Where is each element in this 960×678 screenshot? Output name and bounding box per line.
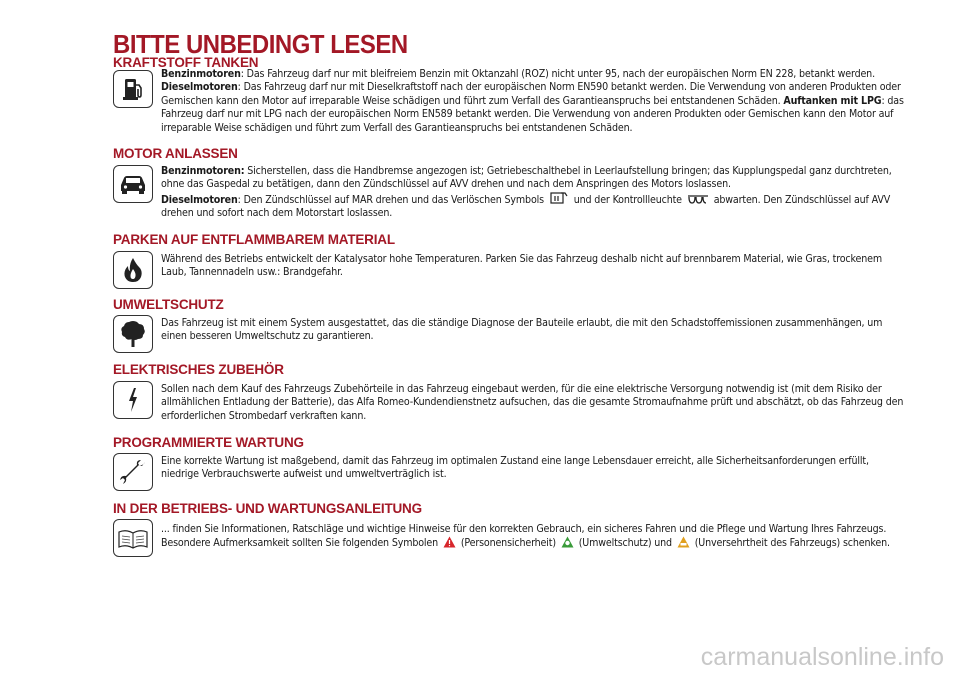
heading-engine: MOTOR ANLASSEN bbox=[113, 146, 238, 161]
engine-petrol-text: Sicherstellen, dass die Handbremse angezogen ist; Getriebeschalthebel in Leerlaufstellung bringen; das Kupplungspedal ganz durchtreten, ohne das Gaspedal zu betätigen, dann den Zündschlüssel auf AVV drehen und nach dem Anspringen des Motors loslassen. bbox=[161, 165, 892, 191]
heading-electrical: ELEKTRISCHES ZUBEHÖR bbox=[113, 362, 284, 377]
heading-fuel: KRAFTSTOFF TANKEN bbox=[113, 55, 259, 70]
heading-maintenance: PROGRAMMIERTE WARTUNG bbox=[113, 435, 304, 450]
environment-text: Das Fahrzeug ist mit einem System ausgestattet, das die ständige Diagnose der Bauteile erlaubt, die mit den Schadstoffemissionen zusammenhängen, um einen besseren Umweltschutz zu garantieren. bbox=[161, 317, 883, 343]
lightning-icon bbox=[113, 381, 153, 419]
engine-text bbox=[161, 165, 906, 221]
glow-plug-icon bbox=[687, 194, 709, 205]
fuel-lpg-text: : das Fahrzeug darf nur mit LPG nach der europäischen Norm EN589 betankt werden. Die Verwendung von anderen Produkten oder Gemischen kann den Motor auf irreparable Weise schädigen und führt zum Verfall des Garantieanspruchs bei entstandenen Schäden. bbox=[161, 94, 904, 134]
warning-vehicle-icon bbox=[677, 536, 690, 548]
heading-environment: UMWELTSCHUTZ bbox=[113, 297, 224, 312]
electrical-text: Sollen nach dem Kauf des Fahrzeugs Zubehörteile in das Fahrzeug eingebaut werden, für die eine elektrische Versorgung notwendig ist (mit dem Risiko der allmählichen Entladung der Batterie), das Alfa Romeo-Kundendienstnetz aufsuchen, das die gesamte Stromaufnahme prüft und abschätzt, ob das Fahrzeug den erforderlichen Strombedarf verkraften kann. bbox=[161, 383, 904, 422]
heading-parking: PARKEN AUF ENTFLAMMBAREM MATERIAL bbox=[113, 232, 395, 247]
fuel-petrol-label: Benzinmotoren bbox=[161, 68, 241, 80]
fuel-text bbox=[161, 68, 906, 135]
engine-diesel-text-1: : Den Zündschlüssel auf MAR drehen und das Verlöschen Symbols bbox=[237, 193, 544, 206]
fuel-pump-icon bbox=[113, 70, 153, 108]
heading-manual: IN DER BETRIEBS- UND WARTUNGSANLEITUNG bbox=[113, 501, 422, 516]
parking-text: Während des Betriebs entwickelt der Katalysator hohe Temperaturen. Parken Sie das Fahrzeug deshalb nicht auf brennbarem Material, wie Gras, trockenem Laub, Tannennadeln usw.: Brandgefahr. bbox=[161, 253, 882, 279]
page-title: BITTE UNBEDINGT LESEN bbox=[113, 29, 408, 59]
water-in-fuel-icon bbox=[549, 192, 569, 205]
warning-person-icon bbox=[443, 536, 456, 548]
fire-icon bbox=[113, 251, 153, 289]
engine-diesel-text-2: und der Kontrollleuchte bbox=[573, 193, 682, 206]
fuel-petrol-text: : Das Fahrzeug darf nur mit bleifreiem Benzin mit Oktanzahl (ROZ) nicht unter 95, nach der europäischen Norm EN 228, betankt werden. bbox=[240, 68, 875, 80]
maintenance-text: Eine korrekte Wartung ist maßgebend, damit das Fahrzeug im optimalen Zustand eine lange Lebensdauer erreicht, alle Sicherheitsanforderungen erfüllt, niedrige Verbrauchswerte aufweist und umweltverträglich ist. bbox=[161, 455, 869, 481]
watermark: carmanualsonline.info bbox=[700, 643, 944, 671]
manual-text-1: ... finden Sie Informationen, Ratschläge und wichtige Hinweise für den korrekten Gebrauch, ein sicheres Fahren und die Pflege und Wartung Ihres Fahrzeugs. Besondere Aufmerksamkeit sollten Sie folgenden Symbolen bbox=[161, 523, 887, 550]
tree-icon bbox=[113, 315, 153, 353]
fuel-lpg-label: Auftanken mit LPG bbox=[783, 94, 882, 107]
book-icon bbox=[113, 519, 153, 557]
warning-environment-icon bbox=[561, 536, 574, 548]
wrench-icon bbox=[113, 453, 153, 491]
engine-diesel-text-3: abwarten. Den Zündschlüssel auf AVV drehen und sofort nach dem Motorstart loslassen. bbox=[161, 193, 891, 220]
fuel-diesel-text: : Das Fahrzeug darf nur mit Dieselkraftstoff nach der europäischen Norm EN590 betankt werden. Die Verwendung von anderen Produkten oder Gemischen kann den Motor auf irreparable Weise schädigen und führt zum Verfall des Garantieanspruchs bei entstandenen Schäden. bbox=[161, 81, 901, 107]
manual-text-4: (Unversehrtheit des Fahrzeugs) schenken. bbox=[694, 537, 890, 550]
engine-petrol-label: Benzinmotoren: bbox=[161, 165, 245, 177]
manual-text bbox=[161, 523, 906, 551]
car-icon bbox=[113, 165, 153, 203]
fuel-diesel-label: Dieselmotoren bbox=[161, 81, 238, 94]
engine-diesel-label: Dieselmotoren bbox=[161, 193, 238, 206]
manual-text-3: (Umweltschutz) und bbox=[578, 537, 672, 550]
manual-text-2: (Personensicherheit) bbox=[460, 537, 556, 550]
